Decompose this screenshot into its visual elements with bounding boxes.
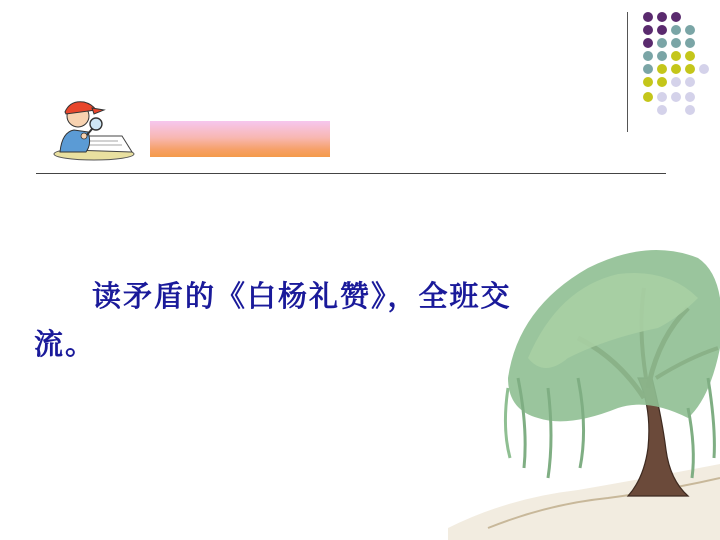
dot: [657, 51, 667, 61]
title-gradient-bar: [150, 121, 330, 157]
dot: [685, 92, 695, 102]
dot: [671, 25, 681, 35]
dot: [643, 77, 653, 87]
dot: [657, 25, 667, 35]
dot: [671, 38, 681, 48]
horizontal-divider: [36, 173, 666, 174]
body-text: 读矛盾的《白杨礼赞》，全班交流。: [34, 279, 512, 361]
dot: [657, 38, 667, 48]
dot: [671, 12, 681, 22]
dot: [685, 25, 695, 35]
dot: [643, 12, 653, 22]
dot: [685, 38, 695, 48]
dot: [685, 77, 695, 87]
dot: [643, 64, 653, 74]
dot: [643, 51, 653, 61]
dot: [643, 38, 653, 48]
dot: [657, 77, 667, 87]
dot: [643, 25, 653, 35]
dot: [657, 92, 667, 102]
kid-reading-icon: [52, 96, 136, 162]
dot: [699, 64, 709, 74]
dot: [671, 92, 681, 102]
dot: [657, 12, 667, 22]
dot: [671, 64, 681, 74]
dot: [685, 51, 695, 61]
decorative-dot-grid: [638, 8, 718, 118]
dot: [657, 105, 667, 115]
vertical-divider: [627, 12, 628, 132]
dot: [671, 77, 681, 87]
willow-tree-illustration: [448, 228, 720, 540]
dot: [671, 51, 681, 61]
dot: [685, 64, 695, 74]
dot: [685, 105, 695, 115]
dot: [643, 92, 653, 102]
dot: [657, 64, 667, 74]
